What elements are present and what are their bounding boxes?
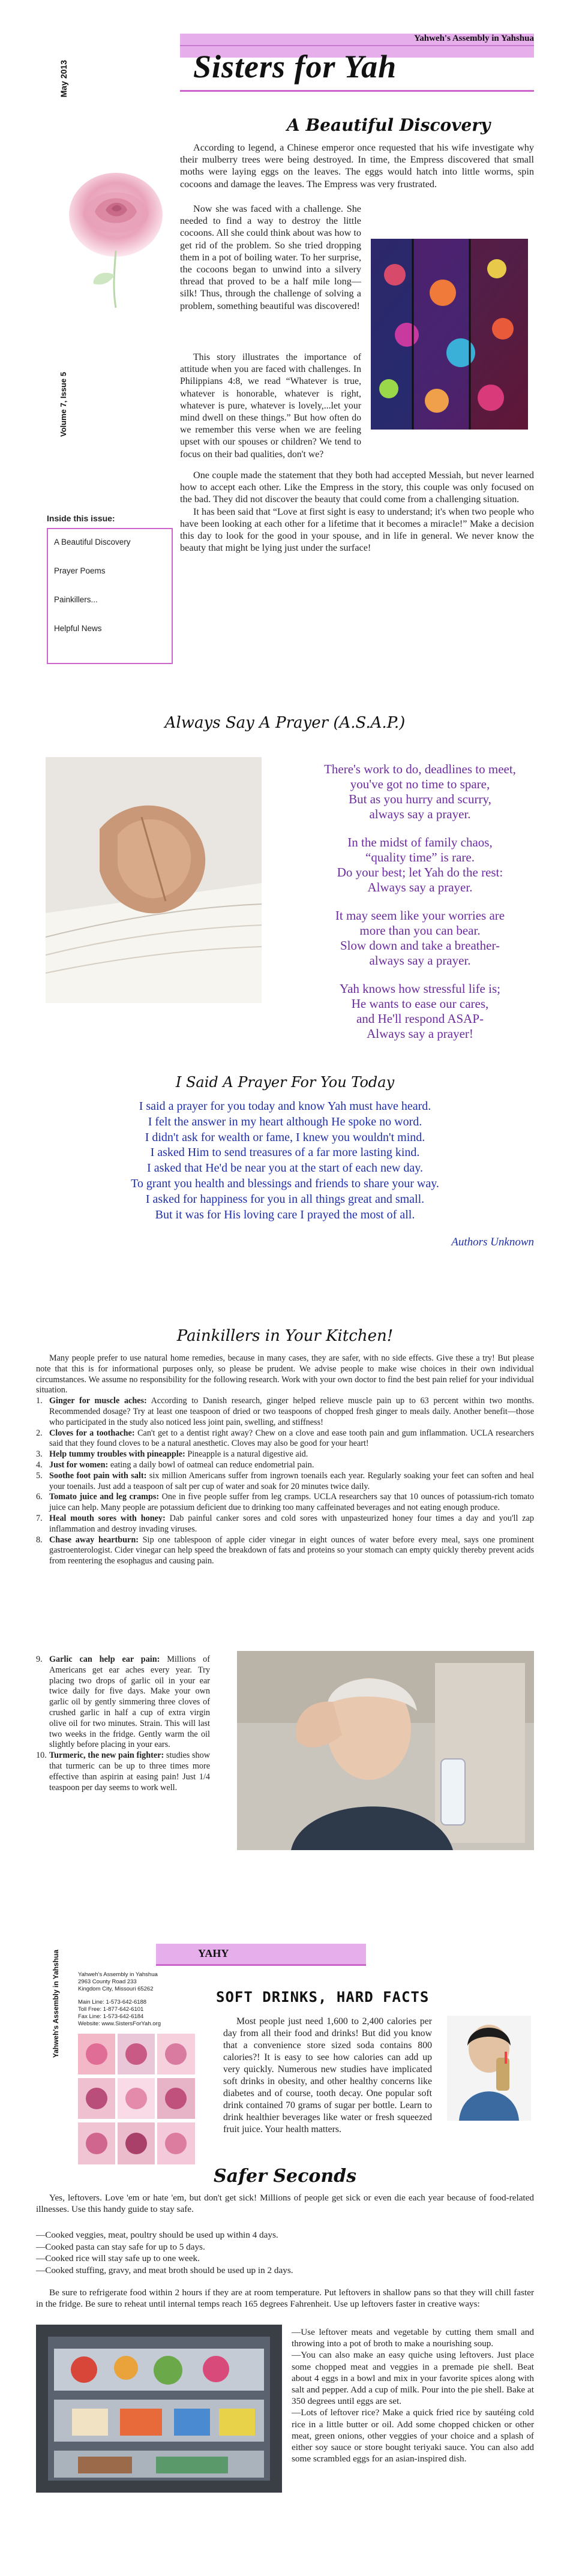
phone-line: Fax Line: 1-573-642-6184 xyxy=(78,2013,144,2020)
beautiful-body-verse xyxy=(180,352,361,461)
stanza: It may seem like your worries are more than you can bear. Slow down and take a breather- always say a prayer. xyxy=(335,908,505,968)
paragraph: It has been said that “Love at first sight is easy to understand; it's when two people who have been looking at each other for a lifetime that it becomes a miracle!” Make a decision this day to look for the good in your spouse, and in life in general. We never know the beauty that might be lying just under the surface! xyxy=(180,506,534,554)
silk-fabric-image xyxy=(371,239,528,430)
pain-item: 8. Chase away heartburn: Sip one tablespoon of apple cider vinegar in eight ounces of water before every meal, says one prominent gastroenterologist. Cider vinegar can help speed the breakdown of fats and proteins so your stomach can empty quickly thereby prevent acids from reentering the esophagus and causing pain. xyxy=(36,1535,534,1566)
beautiful-intro xyxy=(180,142,534,190)
pain-item: 4. Just for women: eating a daily bowl of oatmeal can reduce endometrial pain. xyxy=(36,1460,314,1470)
issue-date: May 2013 xyxy=(59,60,68,98)
toc-item[interactable]: Painkillers... xyxy=(54,595,98,604)
pain-item: 3. Help tummy troubles with pineapple: Pineapple is a natural digestive aid. xyxy=(36,1449,308,1460)
praying-hands-image xyxy=(46,757,262,1003)
phone-line: Main Line: 1-573-642-6188 xyxy=(78,1999,147,2005)
poem-line: I didn't ask for wealth or fame, I knew you wouldn't mind. xyxy=(145,1130,425,1144)
safer-tips xyxy=(292,2326,534,2464)
pain-article xyxy=(36,1353,534,1567)
paragraph: This story illustrates the importance of attitude when you are faced with challenges. In Philippians 4:8, we read “Whatever is true, whatever is honorable, whatever is right, whatever is pure, whatever is lovely,...let your mind dwell on these things.” But how often do we remember this verse when we are feeling upset with our spouses or children? We tend to focus on their bad qualities, don't we? xyxy=(180,352,361,460)
poem-line: I asked that He'd be near you at the start of each new day. xyxy=(147,1161,423,1175)
stanza: There's work to do, deadlines to meet, you've got no time to spare, But as you hurry and scurry, always say a prayer. xyxy=(324,762,516,821)
fridge-food-image xyxy=(36,2325,282,2493)
header-org: Yahweh's Assembly in Yahshua xyxy=(180,34,534,46)
toc-box xyxy=(47,528,173,664)
section-title-soft: SOFT DRINKS, HARD FACTS xyxy=(216,1989,430,2005)
beautiful-body-wide xyxy=(180,469,534,554)
guide-line: —Cooked rice will stay safe up to one week. xyxy=(36,2253,200,2263)
paragraph: One couple made the statement that they both had accepted Messiah, but never learned how to accept each other. Like the Empress in the story, this couple was only focused on the bad. They did not discover the beauty that could come from a challenging situation. xyxy=(180,470,534,505)
tip: —Lots of leftover rice? Make a quick fried rice by sautéing cold rice in a little butter or oil. Add some chopped chicken or other meat, green onions, other veggies of your choice and a splash of either soy sauce or store bought teriyaki sauce. You can also add some scrambled eggs for an asian-inspired dish. xyxy=(292,2407,534,2464)
paragraph: Be sure to refrigerate food within 2 hours if they are at room temperature. Put leftovers in shallow pans so that they will chill faster in the fridge. Be sure to reheat until internal temps reach 165 degrees Fahrenheit. Use up leftovers faster in creative ways: xyxy=(36,2287,534,2309)
volume-issue: Volume 7, Issue 5 xyxy=(59,372,68,437)
safer-guide xyxy=(36,2229,534,2276)
address-line: Yahweh's Assembly in Yahshua xyxy=(78,1971,158,1978)
tip: —Use leftover meats and vegetable by cutting them small and throwing into a pot of broth to make a nourishing soup. xyxy=(292,2327,534,2349)
toc-item[interactable]: Prayer Poems xyxy=(54,566,106,575)
section-title-pain: Painkillers in Your Kitchen! xyxy=(176,1327,394,1345)
poem-line: I asked for happiness for you in all things great and small. xyxy=(145,1192,425,1206)
page-title: Sisters for Yah xyxy=(193,49,397,85)
section-title-isaid: I Said A Prayer For You Today xyxy=(175,1074,395,1091)
stanza: Yah knows how stressful life is; He wants to ease our cares, and He'll respond ASAP- Always say a prayer! xyxy=(340,981,500,1041)
pain-item: 10. Turmeric, the new pain fighter: studies show that turmeric can be up to three times more effective than aspirin at easing pain! Just 1/4 teaspoon per day seems to work well. xyxy=(36,1751,210,1793)
pain-item: 2. Cloves for a toothache: Can't get to a dentist right away? Chew on a clove and ease tooth pain and gum inflammation. UCLA researchers said that they found cloves to be a natural anesthetic. Cloves may also be good for your heart! xyxy=(36,1428,534,1449)
beautiful-body-narrow xyxy=(180,203,361,312)
pain-item: 1. Ginger for muscle aches: According to Danish research, ginger helped relieve muscle pain up to 63 percent within two months. Recommended dosage? Try at least one teaspoon of dried or two teaspoons of chopped fresh ginger to meals daily. Another benefit—those who participated in the study also noticed less joint pain, swelling, and stiffness! xyxy=(36,1396,534,1427)
vertical-org: Yahweh's Assembly in Yahshua xyxy=(52,1950,60,2058)
safer-intro xyxy=(36,2192,534,2215)
pain-item: 9. Garlic can help ear pain: Millions of Americans get ear aches every year. Try placing two drops of garlic oil in your ear twice daily for five days. Make your own garlic oil by gently simmering three cloves of crushed garlic in half a cup of extra virgin olive oil for two minutes. Strain. This will last two weeks in the fridge. Gently warm the oil slightly before placing in your ears. xyxy=(36,1655,210,1750)
address-line: 2963 County Road 233 xyxy=(78,1978,137,1985)
isaid-poem xyxy=(36,1099,534,1223)
poem-line: I said a prayer for you today and know Yah must have heard. xyxy=(139,1100,431,1113)
safer-fridge xyxy=(36,2287,534,2310)
yahy-tab-bar xyxy=(156,1944,366,1964)
pain-narrow xyxy=(36,1655,210,1793)
guide-line: —Cooked veggies, meat, poultry should be used up within 4 days. xyxy=(36,2230,278,2240)
yahy-rule xyxy=(156,1964,366,1966)
website-link[interactable]: Website: www.SistersForYah.org xyxy=(78,2020,161,2027)
contact-block xyxy=(78,1971,161,2028)
header-rule xyxy=(180,90,534,92)
soda-girl-image xyxy=(447,2016,531,2121)
toc-item[interactable]: A Beautiful Discovery xyxy=(54,538,131,547)
headache-woman-image xyxy=(237,1651,534,1850)
rose-image xyxy=(59,161,173,311)
pain-item: 5. Soothe foot pain with salt: six million Americans suffer from ingrown toenails each year. Regularly soaking your feet can soften and heal your toenails. Just add a teaspoon of salt per cup of water and soak for 20 minutes twice daily. xyxy=(36,1470,534,1491)
phone-line: Toll Free: 1-877-642-6101 xyxy=(78,2006,144,2013)
toc-item[interactable]: Helpful News xyxy=(54,624,102,633)
section-title-asap: Always Say A Prayer (A.S.A.P.) xyxy=(164,714,406,732)
address-line: Kingdom City, Missouri 65262 xyxy=(78,1986,154,1992)
inside-heading: Inside this issue: xyxy=(47,514,115,523)
paragraph: Most people just need 1,600 to 2,400 calories per day from all their food and drinks! But did you know that a convenience store sized soda contains 800 calories?! It is easy to see how calories can add up very quickly. Numerous new studies have implicated soft drinks in obesity, and other healthy concerns like diabetes and of course, tooth decay. One popular soft drink contained 70 grams of sugar per bottle. Learn to drink healthier beverages like water or fresh squeezed fruit juice. Your health matters. xyxy=(223,2016,432,2134)
poem-line: But it was for His loving care I prayed the most of all. xyxy=(155,1208,415,1221)
paragraph: Yes, leftovers. Love 'em or hate 'em, but don't get sick! Millions of people get sick or even die each year because of food-related illnesses. Use this handy guide to stay safe. xyxy=(36,2193,534,2214)
asap-poem xyxy=(312,762,528,1055)
section-title-safer: Safer Seconds xyxy=(213,2166,357,2187)
paragraph: Now she was faced with a challenge. She needed to find a way to destroy the little cocoons. All she could think about was how to get rid of the problem. So she tried dropping them in a pot of boiling water. To her surprise, the cocoons began to unwind into a silvery thread that proved to be a half mile long—silk! Thus, through the challenge of solving a problem, something beautiful was discovered! xyxy=(180,203,361,311)
pain-item: 6. Tomato juice and leg cramps: One in five people suffer from leg cramps. UCLA researchers say that 10 ounces of potassium-rich tomato juice can help. Many people are potassium deficient due to drinking too many caffeinated beverages and not eating enough produce. xyxy=(36,1492,535,1513)
pain-intro: Many people prefer to use natural home remedies, because in many cases, they are safer, with no side effects. Give these a try! But please note that this is for informational purposes only, so please be prudent. We advise people to make wise choices in their own individual circumstances. We assume no responsibility for the following research. Work with your own doctor to find the best pain relief for your individual situation. xyxy=(36,1353,534,1395)
pain-list xyxy=(36,1396,534,1567)
poem-author: Authors Unknown xyxy=(451,1236,534,1248)
tip: —You can also make an easy quiche using leftovers. Just place some chopped meat and veggies in a premade pie shell. Beat about 4 eggs in a bowl and mix in your favorite spices along with salt and pepper. Add a cup of milk. Pour into the pie shell. Bake at 350 degrees until eggs are set. xyxy=(292,2350,534,2407)
section-title-beautiful: A Beautiful Discovery xyxy=(287,115,491,135)
soft-article xyxy=(223,2016,432,2136)
pain-item: 7. Heal mouth sores with honey: Dab painful canker sores and cold sores with unpasteurized honey four times a day and you'll zap inflammation and destroy invading viruses. xyxy=(36,1513,534,1534)
poem-line: To grant you health and blessings and friends to share your way. xyxy=(131,1176,439,1190)
stanza: In the midst of family chaos, “quality time” is rare. Do your best; let Yah do the rest: Always say a prayer. xyxy=(337,835,503,894)
flower-grid-image xyxy=(78,2034,195,2164)
poem-line: I asked Him to send treasures of a far more lasting kind. xyxy=(150,1146,420,1160)
poem-line: I felt the answer in my heart although He spoke no word. xyxy=(148,1115,422,1128)
guide-line: —Cooked stuffing, gravy, and meat broth should be used up in 2 days. xyxy=(36,2265,293,2275)
guide-line: —Cooked pasta can stay safe for up to 5 days. xyxy=(36,2241,205,2252)
paragraph: According to legend, a Chinese emperor once requested that his wife investigate why their mulberry trees were being destroyed. In time, the Empress discovered that small moths were laying eggs on the leaves. The eggs would hatch into little worms, spin cocoons and damage the leaves. The Empress was very frustrated. xyxy=(180,142,534,190)
yahy-tab: YAHY xyxy=(198,1947,229,1959)
